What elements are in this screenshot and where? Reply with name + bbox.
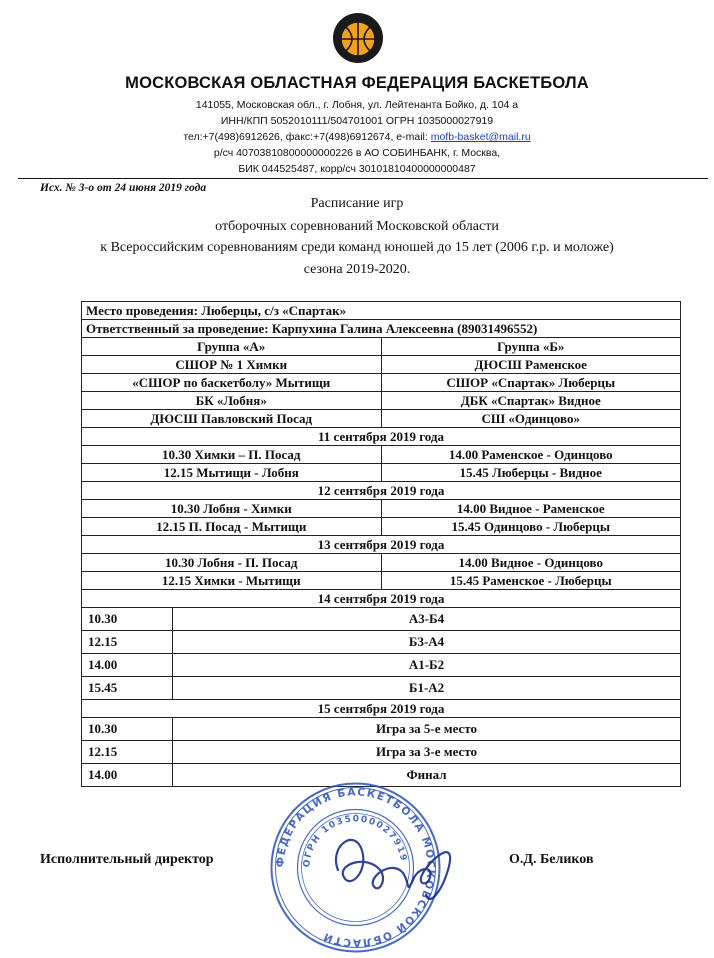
responsible-cell: Ответственный за проведение: Карпухина Галина Алексеевна (89031496552) <box>82 320 681 338</box>
game-time: 10.30 <box>82 718 173 741</box>
day-date: 14 сентября 2019 года <box>82 590 681 608</box>
org-bank-codes: БИК 044525487, корр/сч 30101810400000000487 <box>238 163 476 175</box>
table-row <box>82 608 681 700</box>
stamp-inner-text: ОГРН 1035000027919 <box>302 814 409 868</box>
table-row <box>82 718 680 741</box>
game-a: 12.15 Мытищи - Лобня <box>82 464 382 482</box>
game-time: 15.45 <box>82 677 173 700</box>
game-time: 14.00 <box>82 764 173 787</box>
email-link[interactable]: mofb-basket@mail.ru <box>430 131 531 143</box>
table-row <box>82 554 681 572</box>
table-row <box>82 320 681 338</box>
game-match: А1-Б2 <box>173 654 681 677</box>
table-row <box>82 741 680 764</box>
schedule-table <box>81 301 681 787</box>
org-bank-account: р/сч 40703810800000000226 в АО СОБИНБАНК, г. Москва, <box>213 147 501 159</box>
game-match: Б1-А2 <box>173 677 681 700</box>
day-date: 12 сентября 2019 года <box>82 482 681 500</box>
heading-line-3: к Всероссийским соревнованиям среди команд юношей до 15 лет (2006 г.р. и моложе) <box>100 240 614 255</box>
day-date: 13 сентября 2019 года <box>82 536 681 554</box>
final-table <box>82 718 680 786</box>
game-match: Игра за 3-е место <box>173 741 681 764</box>
stamp-outer-text: ФЕДЕРАЦИЯ БАСКЕТБОЛА МОСКОВСКОЙ ОБЛАСТИ <box>274 786 437 949</box>
game-match: Б3-А4 <box>173 631 681 654</box>
table-row <box>82 482 681 500</box>
heading-line-4: сезона 2019-2020. <box>303 262 411 277</box>
group-b-title: Группа «Б» <box>381 338 681 356</box>
group-b-team: ДЮСШ Раменское <box>381 356 681 374</box>
group-b-team: СШОР «Спартак» Люберцы <box>381 374 681 392</box>
table-row <box>82 700 681 718</box>
signer-role: Исполнительный директор <box>40 852 214 867</box>
game-b: 15.45 Люберцы - Видное <box>381 464 681 482</box>
game-match: А3-Б4 <box>173 608 681 631</box>
table-row <box>82 428 681 446</box>
org-address: 141055, Московская обл., г. Лобня, ул. Лейтенанта Бойко, д. 104 а <box>195 99 519 111</box>
table-row <box>82 572 681 590</box>
table-row <box>82 608 680 631</box>
org-ids: ИНН/КПП 5052010111/504701001 ОГРН 1035000027919 <box>220 115 494 127</box>
game-a: 12.15 П. Посад - Мытищи <box>82 518 382 536</box>
day-date: 15 сентября 2019 года <box>82 700 681 718</box>
game-b: 14.00 Раменское - Одинцово <box>381 446 681 464</box>
group-a-title: Группа «А» <box>82 338 382 356</box>
game-a: 12.15 Химки - Мытищи <box>82 572 382 590</box>
table-row <box>82 590 681 608</box>
contacts-text: тел:+7(498)6912626, факс:+7(498)6912674, e-mail: <box>183 131 431 143</box>
table-row <box>82 374 681 392</box>
game-a: 10.30 Лобня - П. Посад <box>82 554 382 572</box>
game-b: 14.00 Видное - Раменское <box>381 500 681 518</box>
org-contacts <box>0 131 714 143</box>
group-b-team: СШ «Одинцово» <box>381 410 681 428</box>
org-name: МОСКОВСКАЯ ОБЛАСТНАЯ ФЕДЕРАЦИЯ БАСКЕТБОЛА <box>125 74 589 92</box>
handwritten-signature <box>318 815 478 910</box>
group-a-team: СШОР № 1 Химки <box>82 356 382 374</box>
table-row <box>82 410 681 428</box>
group-a-team: БК «Лобня» <box>82 392 382 410</box>
table-row <box>82 654 680 677</box>
signer-name: О.Д. Беликов <box>509 852 594 867</box>
game-time: 12.15 <box>82 741 173 764</box>
game-a: 10.30 Лобня - Химки <box>82 500 382 518</box>
game-time: 12.15 <box>82 631 173 654</box>
table-row <box>82 631 680 654</box>
game-match: Игра за 5-е место <box>173 718 681 741</box>
game-b: 14.00 Видное - Одинцово <box>381 554 681 572</box>
table-row <box>82 677 680 700</box>
heading-line-2: отборочных соревнований Московской области <box>215 219 499 234</box>
game-time: 14.00 <box>82 654 173 677</box>
game-time: 10.30 <box>82 608 173 631</box>
table-row <box>82 500 681 518</box>
table-row <box>82 302 681 320</box>
table-row <box>82 338 681 356</box>
table-row <box>82 392 681 410</box>
group-a-team: «СШОР по баскетболу» Мытищи <box>82 374 382 392</box>
basketball-logo-icon <box>332 12 384 64</box>
game-match: Финал <box>173 764 681 787</box>
game-b: 15.45 Одинцово - Люберцы <box>381 518 681 536</box>
group-b-team: ДБК «Спартак» Видное <box>381 392 681 410</box>
game-a: 10.30 Химки – П. Посад <box>82 446 382 464</box>
table-row <box>82 518 681 536</box>
table-row <box>82 536 681 554</box>
venue-cell: Место проведения: Люберцы, с/з «Спартак» <box>82 302 681 320</box>
game-b: 15.45 Раменское - Люберцы <box>381 572 681 590</box>
day-date: 11 сентября 2019 года <box>82 428 681 446</box>
playoff-table <box>82 608 680 699</box>
table-row <box>82 446 681 464</box>
table-row <box>82 464 681 482</box>
header-divider <box>18 178 708 179</box>
table-row <box>82 718 681 787</box>
table-row <box>82 356 681 374</box>
reference-number: Исх. № 3-о от 24 июня 2019 года <box>40 182 207 194</box>
group-a-team: ДЮСШ Павловский Посад <box>82 410 382 428</box>
heading-line-1: Расписание игр <box>310 196 404 211</box>
